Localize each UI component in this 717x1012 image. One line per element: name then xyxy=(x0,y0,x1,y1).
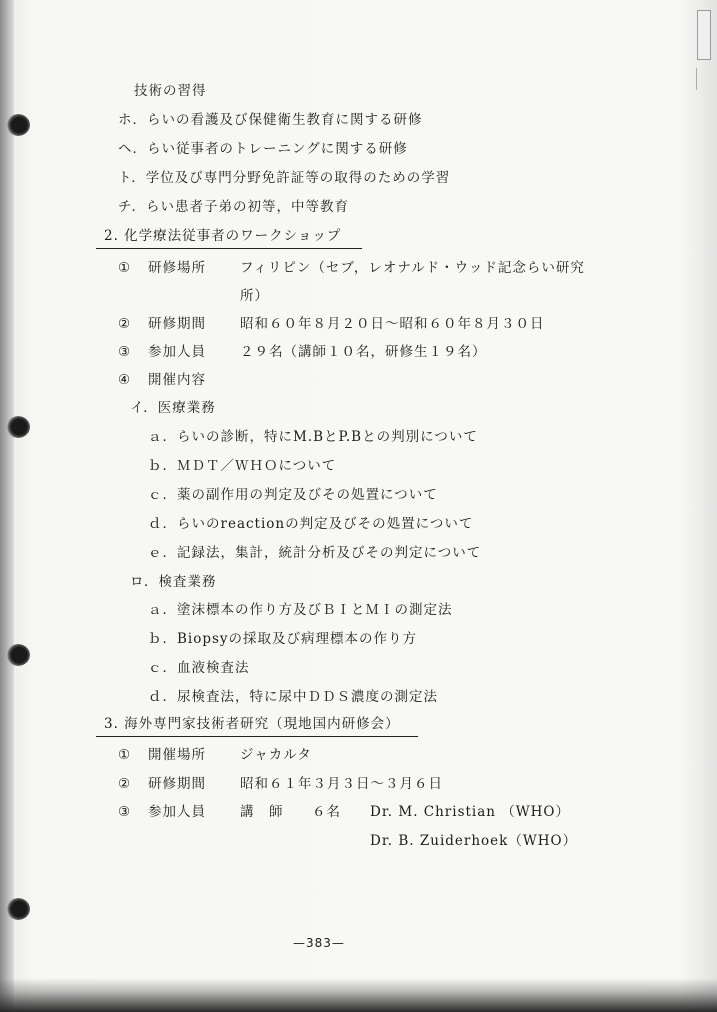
edge-mark xyxy=(696,68,713,90)
item-number: ② xyxy=(118,316,132,332)
item-value: 昭和６０年８月２０日〜昭和６０年８月３０日 xyxy=(240,316,545,332)
item-number: ③ xyxy=(118,804,132,820)
item-label: 参加人員 xyxy=(148,804,206,820)
scan-shadow xyxy=(0,978,717,1012)
list-item: ｅ．記録法，集計，統計分析及びその判定について xyxy=(148,545,482,561)
binder-ring-hole xyxy=(6,898,30,920)
list-item: ｃ．薬の副作用の判定及びその処置について xyxy=(148,487,438,503)
item-value: ジャカルタ xyxy=(240,747,312,763)
item-label: 参加人員 xyxy=(148,344,206,360)
participant-count: ６名 xyxy=(312,804,341,820)
page-number: —383— xyxy=(293,936,345,950)
item-label: 開催場所 xyxy=(148,747,206,763)
item-label: 開催内容 xyxy=(148,372,206,388)
item-number: ① xyxy=(118,747,132,763)
text-line: 技術の習得 xyxy=(134,83,207,99)
item-value-continued: 所） xyxy=(240,288,269,304)
item-number: ① xyxy=(118,260,132,276)
binding-edge xyxy=(0,0,14,1012)
list-item: ａ．らいの診断，特にM.BとP.Bとの判別について xyxy=(148,429,478,445)
binder-ring-hole xyxy=(6,114,30,136)
list-item: ｃ．血液検査法 xyxy=(148,660,250,676)
text-line: チ．らい患者子弟の初等，中等教育 xyxy=(118,199,350,215)
binder-ring-hole xyxy=(6,416,30,438)
subsection-title: ロ．検査業務 xyxy=(130,574,217,590)
list-item: ｄ．らいのreactionの判定及びその処置について xyxy=(148,516,474,532)
heading-underline xyxy=(96,736,418,737)
list-item: ｂ．Biopsyの採取及び病理標本の作り方 xyxy=(148,631,418,647)
item-number: ② xyxy=(118,776,132,792)
text-line: ト．学位及び専門分野免許証等の取得のための学習 xyxy=(118,170,451,186)
page-tab-mark xyxy=(697,10,711,60)
item-number: ③ xyxy=(118,344,132,360)
section-heading: 3. 海外専門家技術者研究（現地国内研修会） xyxy=(104,716,400,732)
binder-ring-hole xyxy=(6,644,30,666)
item-value: フィリピン（セブ，レオナルド・ウッド記念らい研究 xyxy=(240,260,585,276)
section-heading: 2. 化学療法従事者のワークショップ xyxy=(104,228,342,244)
item-label: 研修期間 xyxy=(148,776,206,792)
text-line: ヘ．らい従事者のトレーニングに関する研修 xyxy=(118,141,408,157)
participant-name: Dr. B. Zuiderhoek（WHO） xyxy=(370,833,578,849)
item-value: ２９名（講師１０名，研修生１９名） xyxy=(240,344,487,360)
list-item: ｂ．ＭＤＴ／ＷＨＯについて xyxy=(148,458,337,474)
item-label: 研修場所 xyxy=(148,260,206,276)
item-value: 昭和６１年３月３日〜３月６日 xyxy=(240,776,443,792)
list-item: ａ．塗沫標本の作り方及びＢＩとＭＩの測定法 xyxy=(148,602,453,618)
text-line: ホ．らいの看護及び保健衛生教育に関する研修 xyxy=(118,112,423,128)
item-label: 研修期間 xyxy=(148,316,206,332)
list-item: ｄ．尿検査法，特に尿中ＤＤＳ濃度の測定法 xyxy=(148,689,438,705)
heading-underline xyxy=(96,248,362,249)
item-number: ④ xyxy=(118,372,132,388)
participant-name: Dr. M. Christian （WHO） xyxy=(370,804,570,820)
subsection-title: イ．医療業務 xyxy=(130,400,216,416)
participant-role: 講 師 xyxy=(240,804,284,820)
